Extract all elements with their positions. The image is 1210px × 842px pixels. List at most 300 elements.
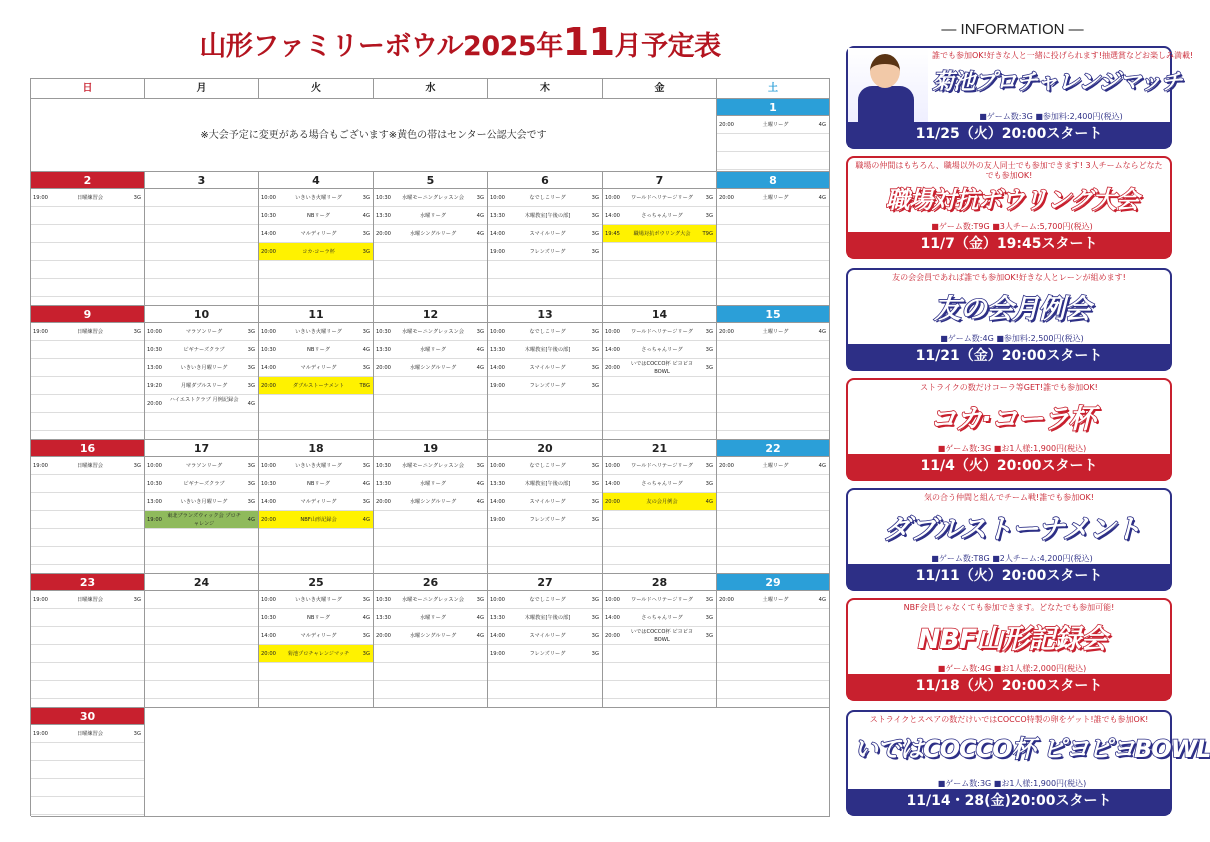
- event-games: 3G: [133, 329, 141, 335]
- event-row: [374, 609, 487, 627]
- day-number: 21: [603, 440, 716, 457]
- event-time: 19:20: [147, 383, 162, 389]
- event-time: 14:00: [490, 365, 505, 371]
- day-cell: [488, 172, 603, 306]
- event-games: 3G: [247, 481, 255, 487]
- day-number: 15: [717, 306, 829, 323]
- event-name: さっちゃんリーグ: [641, 347, 683, 353]
- title-suffix: 月予定表: [614, 31, 721, 62]
- empty-slot: [259, 395, 373, 413]
- event-games: 3G: [362, 597, 370, 603]
- empty-slot: [31, 493, 144, 511]
- day-cell: [31, 172, 145, 306]
- day-number: 18: [259, 440, 373, 457]
- event-games: 3G: [133, 463, 141, 469]
- event-name: 水曜シングルリーグ: [409, 499, 457, 505]
- day-cell: [603, 172, 717, 306]
- empty-slot: [145, 609, 258, 627]
- event-time: 20:00: [719, 597, 734, 603]
- weekday-header: 日: [31, 79, 145, 99]
- event-time: 14:00: [605, 615, 620, 621]
- information-heading: — INFORMATION —: [941, 21, 1084, 38]
- empty-slot: [488, 261, 602, 279]
- event-games: 4G: [818, 463, 826, 469]
- event-row: [488, 225, 602, 243]
- event-name: 木曜教室[午後の部]: [524, 615, 571, 621]
- calendar-grid: [30, 78, 830, 816]
- empty-slot: [717, 529, 829, 547]
- empty-slot: [31, 529, 144, 547]
- event-row: [603, 493, 716, 511]
- event-name: 水曜シングルリーグ: [409, 365, 457, 371]
- card-details: ■ゲーム数:3G ■お1人様:1,900円(税込): [937, 779, 1087, 788]
- event-row: [603, 627, 716, 645]
- event-name: 水曜モーニングレッスン会: [402, 597, 464, 603]
- event-row: [259, 591, 373, 609]
- event-games: 3G: [591, 481, 599, 487]
- day-number: 11: [259, 306, 373, 323]
- day-number: 26: [374, 574, 487, 591]
- empty-slot: [717, 225, 829, 243]
- event-time: 20:00: [605, 633, 620, 639]
- event-time: 13:00: [147, 365, 162, 371]
- event-row: [374, 225, 487, 243]
- event-time: 10:30: [261, 615, 276, 621]
- event-row: [488, 341, 602, 359]
- day-number: 30: [31, 708, 144, 725]
- empty-slot: [145, 627, 258, 645]
- event-games: 3G: [591, 383, 599, 389]
- event-games: 3G: [591, 249, 599, 255]
- empty-slot: [145, 529, 258, 547]
- event-games: 3G: [591, 329, 599, 335]
- day-number: 14: [603, 306, 716, 323]
- empty-area: [145, 708, 830, 817]
- day-number: 23: [31, 574, 144, 591]
- empty-slot: [31, 359, 144, 377]
- empty-slot: [145, 681, 258, 699]
- event-row: [31, 323, 144, 341]
- event-games: 3G: [591, 633, 599, 639]
- event-games: 3G: [705, 597, 713, 603]
- event-time: 20:00: [719, 329, 734, 335]
- event-name: スマイルリーグ: [529, 365, 566, 371]
- event-name: マラソンリーグ: [185, 329, 223, 335]
- event-games: 4G: [818, 597, 826, 603]
- card-start-time: 11/21（金）20:00スタート: [848, 344, 1170, 369]
- event-row: [488, 207, 602, 225]
- event-row: [145, 493, 258, 511]
- event-time: 10:00: [147, 329, 162, 335]
- event-time: 13:30: [490, 615, 505, 621]
- event-games: 3G: [476, 597, 484, 603]
- empty-slot: [31, 225, 144, 243]
- event-time: 10:00: [147, 463, 162, 469]
- day-number: 27: [488, 574, 602, 591]
- event-games: 3G: [476, 463, 484, 469]
- event-name: フレンズリーグ: [529, 249, 566, 255]
- event-time: 14:00: [605, 213, 620, 219]
- event-games: 3G: [705, 213, 713, 219]
- event-row: [488, 377, 602, 395]
- event-name: NBリーグ: [306, 213, 330, 219]
- event-time: 13:30: [490, 481, 505, 487]
- event-games: 4G: [476, 347, 484, 353]
- event-card: [846, 268, 1172, 371]
- event-row: [488, 457, 602, 475]
- empty-slot: [374, 511, 487, 529]
- empty-slot: [374, 261, 487, 279]
- event-name: 土曜リーグ: [762, 195, 789, 201]
- day-number: 3: [145, 172, 258, 189]
- empty-slot: [259, 529, 373, 547]
- event-time: 10:30: [376, 195, 391, 201]
- empty-slot: [145, 591, 258, 609]
- card-subtitle: 友の会会員であれば誰でも参加OK!好きな人とレーンが組めます!: [892, 273, 1126, 282]
- day-cell: [259, 440, 374, 574]
- empty-slot: [717, 645, 829, 663]
- event-row: [488, 493, 602, 511]
- event-row: [259, 225, 373, 243]
- event-name: マルディリーグ: [300, 365, 337, 371]
- empty-slot: [603, 413, 716, 431]
- day-number: 13: [488, 306, 602, 323]
- event-games: 3G: [591, 651, 599, 657]
- event-row: [145, 359, 258, 377]
- title-month: 11: [562, 20, 615, 64]
- day-cell: [488, 440, 603, 574]
- event-games: 3G: [591, 195, 599, 201]
- event-games: T8G: [359, 383, 370, 389]
- event-card: [846, 378, 1172, 481]
- card-subtitle: ストライクの数だけコーラ等GET!誰でも参加OK!: [920, 383, 1098, 392]
- card-heading: 職場対抗ボウリング大会: [885, 186, 1139, 214]
- weekday-header: 月: [145, 79, 259, 99]
- card-heading: NBF山形記録会: [917, 624, 1107, 655]
- event-time: 20:00: [719, 463, 734, 469]
- day-cell: [488, 574, 603, 708]
- event-time: 19:00: [33, 597, 48, 603]
- empty-slot: [603, 243, 716, 261]
- event-row: [374, 493, 487, 511]
- event-games: 3G: [591, 231, 599, 237]
- day-number: 7: [603, 172, 716, 189]
- empty-slot: [259, 663, 373, 681]
- event-name: 木曜教室[午後の部]: [524, 213, 571, 219]
- empty-slot: [145, 413, 258, 431]
- day-number: 9: [31, 306, 144, 323]
- card-heading: 友の会月例会: [934, 294, 1090, 325]
- card-details: ■ゲーム数:T8G ■2人チーム:4,200円(税込): [931, 554, 1093, 563]
- event-name: 日曜練習会: [77, 463, 103, 469]
- event-card: [846, 598, 1172, 701]
- event-row: [145, 395, 258, 413]
- event-card: [846, 46, 1194, 149]
- event-games: 4G: [476, 499, 484, 505]
- event-name: いきいき火曜リーグ: [295, 463, 342, 469]
- event-time: 10:00: [261, 463, 276, 469]
- empty-slot: [603, 547, 716, 565]
- empty-slot: [374, 663, 487, 681]
- event-games: 3G: [705, 615, 713, 621]
- empty-slot: [717, 681, 829, 699]
- event-row: [259, 457, 373, 475]
- card-heading: ダブルストーナメント: [883, 514, 1141, 545]
- event-row: [259, 341, 373, 359]
- event-time: 20:00: [719, 122, 734, 128]
- event-name: ビギナーズクラブ: [183, 347, 225, 353]
- event-time: 13:00: [147, 499, 162, 505]
- event-games: 3G: [705, 195, 713, 201]
- event-name: マルディリーグ: [300, 231, 337, 237]
- empty-slot: [488, 279, 602, 297]
- event-name: NBリーグ: [306, 347, 330, 353]
- empty-slot: [31, 547, 144, 565]
- empty-slot: [374, 529, 487, 547]
- empty-slot: [31, 627, 144, 645]
- empty-slot: [603, 261, 716, 279]
- event-games: 3G: [705, 481, 713, 487]
- page-title: [160, 20, 760, 64]
- event-row: [374, 475, 487, 493]
- event-row: [259, 207, 373, 225]
- event-name: なでしこリーグ: [529, 195, 566, 201]
- event-games: 4G: [705, 499, 713, 505]
- empty-slot: [717, 279, 829, 297]
- event-name: なでしこリーグ: [529, 463, 566, 469]
- event-time: 14:00: [490, 633, 505, 639]
- event-time: 10:30: [147, 481, 162, 487]
- player-portrait: [848, 48, 928, 124]
- event-row: [259, 243, 373, 261]
- empty-slot: [488, 395, 602, 413]
- day-number: 16: [31, 440, 144, 457]
- card-subtitle: 気の合う仲間と組んでチーム戦!誰でも参加OK!: [924, 493, 1094, 502]
- event-row: [259, 609, 373, 627]
- weekday-header: 火: [259, 79, 374, 99]
- card-heading: 菊池プロチャレンジマッチ: [932, 70, 1182, 95]
- day-number: 25: [259, 574, 373, 591]
- empty-slot: [717, 413, 829, 431]
- event-row: [31, 457, 144, 475]
- weekday-header: 金: [603, 79, 717, 99]
- event-row: [31, 189, 144, 207]
- event-row: [374, 627, 487, 645]
- empty-slot: [603, 645, 716, 663]
- empty-slot: [145, 189, 258, 207]
- day-number: 19: [374, 440, 487, 457]
- empty-slot: [488, 663, 602, 681]
- event-games: 4G: [362, 481, 370, 487]
- event-time: 19:00: [33, 329, 48, 335]
- empty-slot: [603, 279, 716, 297]
- event-row: [145, 511, 258, 529]
- event-time: 10:30: [376, 597, 391, 603]
- event-name: 日曜練習会: [77, 731, 103, 737]
- event-time: 10:30: [147, 347, 162, 353]
- event-games: T9G: [702, 231, 713, 237]
- event-name: 水曜リーグ: [420, 615, 446, 621]
- event-games: 4G: [476, 365, 484, 371]
- empty-slot: [145, 547, 258, 565]
- event-time: 10:30: [261, 347, 276, 353]
- card-details: ■ゲーム数:T9G ■3人チーム:5,700円(税込): [931, 222, 1093, 231]
- event-time: 10:00: [490, 463, 505, 469]
- day-cell: [717, 574, 830, 708]
- day-number: 1: [717, 99, 829, 116]
- event-time: 13:30: [490, 213, 505, 219]
- event-time: 20:00: [719, 195, 734, 201]
- event-time: 13:30: [376, 481, 391, 487]
- event-row: [717, 457, 829, 475]
- event-time: 14:00: [490, 499, 505, 505]
- event-games: 4G: [476, 615, 484, 621]
- card-details: ■ゲーム数:4G ■お1人様:2,000円(税込): [937, 664, 1087, 673]
- event-time: 20:00: [605, 365, 620, 371]
- card-start-time: 11/4（火）20:00スタート: [848, 454, 1170, 479]
- event-row: [603, 189, 716, 207]
- event-row: [374, 207, 487, 225]
- empty-slot: [374, 279, 487, 297]
- event-time: 10:00: [605, 195, 620, 201]
- event-time: 19:45: [605, 231, 620, 237]
- card-subtitle: ストライクとスペアの数だけいではCOCCO特製の卵をゲット!誰でも参加OK!: [869, 715, 1149, 724]
- event-row: [488, 323, 602, 341]
- event-name: 水曜モーニングレッスン会: [402, 195, 464, 201]
- event-name: 水曜リーグ: [420, 347, 446, 353]
- event-time: 14:00: [261, 231, 276, 237]
- event-games: 3G: [591, 213, 599, 219]
- event-name: マルディリーグ: [300, 499, 337, 505]
- event-time: 14:00: [261, 499, 276, 505]
- day-cell: [374, 574, 488, 708]
- card-start-time: 11/11（火）20:00スタート: [848, 564, 1170, 589]
- event-time: 20:00: [261, 517, 276, 523]
- event-time: 19:00: [490, 651, 505, 657]
- event-name: ワールドヘリテージリーグ: [631, 597, 693, 603]
- event-games: 3G: [362, 463, 370, 469]
- card-heading: いではCOCCO杯 ピヨピヨBOWL: [854, 735, 1210, 763]
- day-cell: [145, 172, 259, 306]
- event-games: 3G: [591, 517, 599, 523]
- event-row: [603, 207, 716, 225]
- empty-slot: [717, 359, 829, 377]
- empty-slot: [717, 609, 829, 627]
- empty-slot: [31, 207, 144, 225]
- event-time: 10:30: [376, 329, 391, 335]
- event-name: なでしこリーグ: [529, 597, 566, 603]
- event-games: 3G: [362, 633, 370, 639]
- weekday-header: 木: [488, 79, 603, 99]
- event-games: 3G: [362, 195, 370, 201]
- event-row: [374, 591, 487, 609]
- empty-slot: [31, 377, 144, 395]
- event-games: 3G: [362, 329, 370, 335]
- empty-slot: [145, 225, 258, 243]
- empty-slot: [717, 493, 829, 511]
- event-games: 3G: [705, 329, 713, 335]
- event-row: [603, 341, 716, 359]
- empty-slot: [31, 663, 144, 681]
- event-games: 3G: [705, 463, 713, 469]
- day-number: 22: [717, 440, 829, 457]
- event-name: スマイルリーグ: [529, 499, 566, 505]
- event-name: 東北ブランズウィック会 プロチャレンジ: [167, 513, 241, 527]
- empty-slot: [717, 243, 829, 261]
- event-row: [488, 189, 602, 207]
- event-games: 4G: [362, 517, 370, 523]
- day-number: 24: [145, 574, 258, 591]
- event-row: [603, 475, 716, 493]
- event-row: [603, 359, 716, 377]
- day-number: 8: [717, 172, 829, 189]
- event-name: 水曜リーグ: [420, 481, 446, 487]
- day-cell: [717, 99, 830, 172]
- event-name: ワールドヘリテージリーグ: [631, 463, 693, 469]
- card-heading: コカ·コーラ杯: [929, 404, 1095, 435]
- event-row: [259, 493, 373, 511]
- day-cell: [145, 440, 259, 574]
- event-name: NBリーグ: [306, 481, 330, 487]
- event-games: 4G: [362, 615, 370, 621]
- day-cell: [603, 440, 717, 574]
- empty-slot: [374, 645, 487, 663]
- event-time: 20:00: [261, 249, 276, 255]
- event-time: 10:30: [261, 213, 276, 219]
- event-name: さっちゃんリーグ: [641, 481, 683, 487]
- event-row: [603, 323, 716, 341]
- day-cell: [31, 708, 145, 817]
- empty-slot: [488, 547, 602, 565]
- empty-slot: [31, 413, 144, 431]
- event-name: NBF山形記録会: [300, 517, 337, 523]
- event-row: [374, 323, 487, 341]
- event-name: 木曜教室[午後の部]: [524, 481, 571, 487]
- event-games: 3G: [247, 329, 255, 335]
- day-cell: [374, 172, 488, 306]
- event-name: なでしこリーグ: [529, 329, 566, 335]
- event-time: 14:00: [605, 347, 620, 353]
- event-time: 20:00: [261, 383, 276, 389]
- event-row: [145, 377, 258, 395]
- title-prefix: 山形ファミリーボウル2025年: [199, 31, 563, 62]
- event-time: 13:30: [490, 347, 505, 353]
- event-name: マラソンリーグ: [185, 463, 223, 469]
- day-number: 4: [259, 172, 373, 189]
- day-number: 17: [145, 440, 258, 457]
- event-games: 3G: [705, 633, 713, 639]
- empty-slot: [603, 377, 716, 395]
- event-games: 3G: [362, 365, 370, 371]
- day-cell: [259, 306, 374, 440]
- event-name: 水曜モーニングレッスン会: [402, 329, 464, 335]
- event-name: 日曜練習会: [77, 597, 103, 603]
- event-games: 4G: [247, 517, 255, 523]
- event-row: [374, 457, 487, 475]
- event-time: 10:00: [490, 597, 505, 603]
- event-row: [488, 591, 602, 609]
- empty-slot: [31, 243, 144, 261]
- event-name: フレンズリーグ: [529, 517, 566, 523]
- event-time: 19:00: [33, 463, 48, 469]
- card-start-time: 11/7（金）19:45スタート: [848, 232, 1170, 257]
- day-number: 6: [488, 172, 602, 189]
- event-name: いではCOCCO杯 ピヨピヨBOWL: [630, 629, 694, 643]
- event-time: 10:00: [490, 329, 505, 335]
- event-row: [488, 359, 602, 377]
- empty-slot: [31, 475, 144, 493]
- event-games: 3G: [705, 365, 713, 371]
